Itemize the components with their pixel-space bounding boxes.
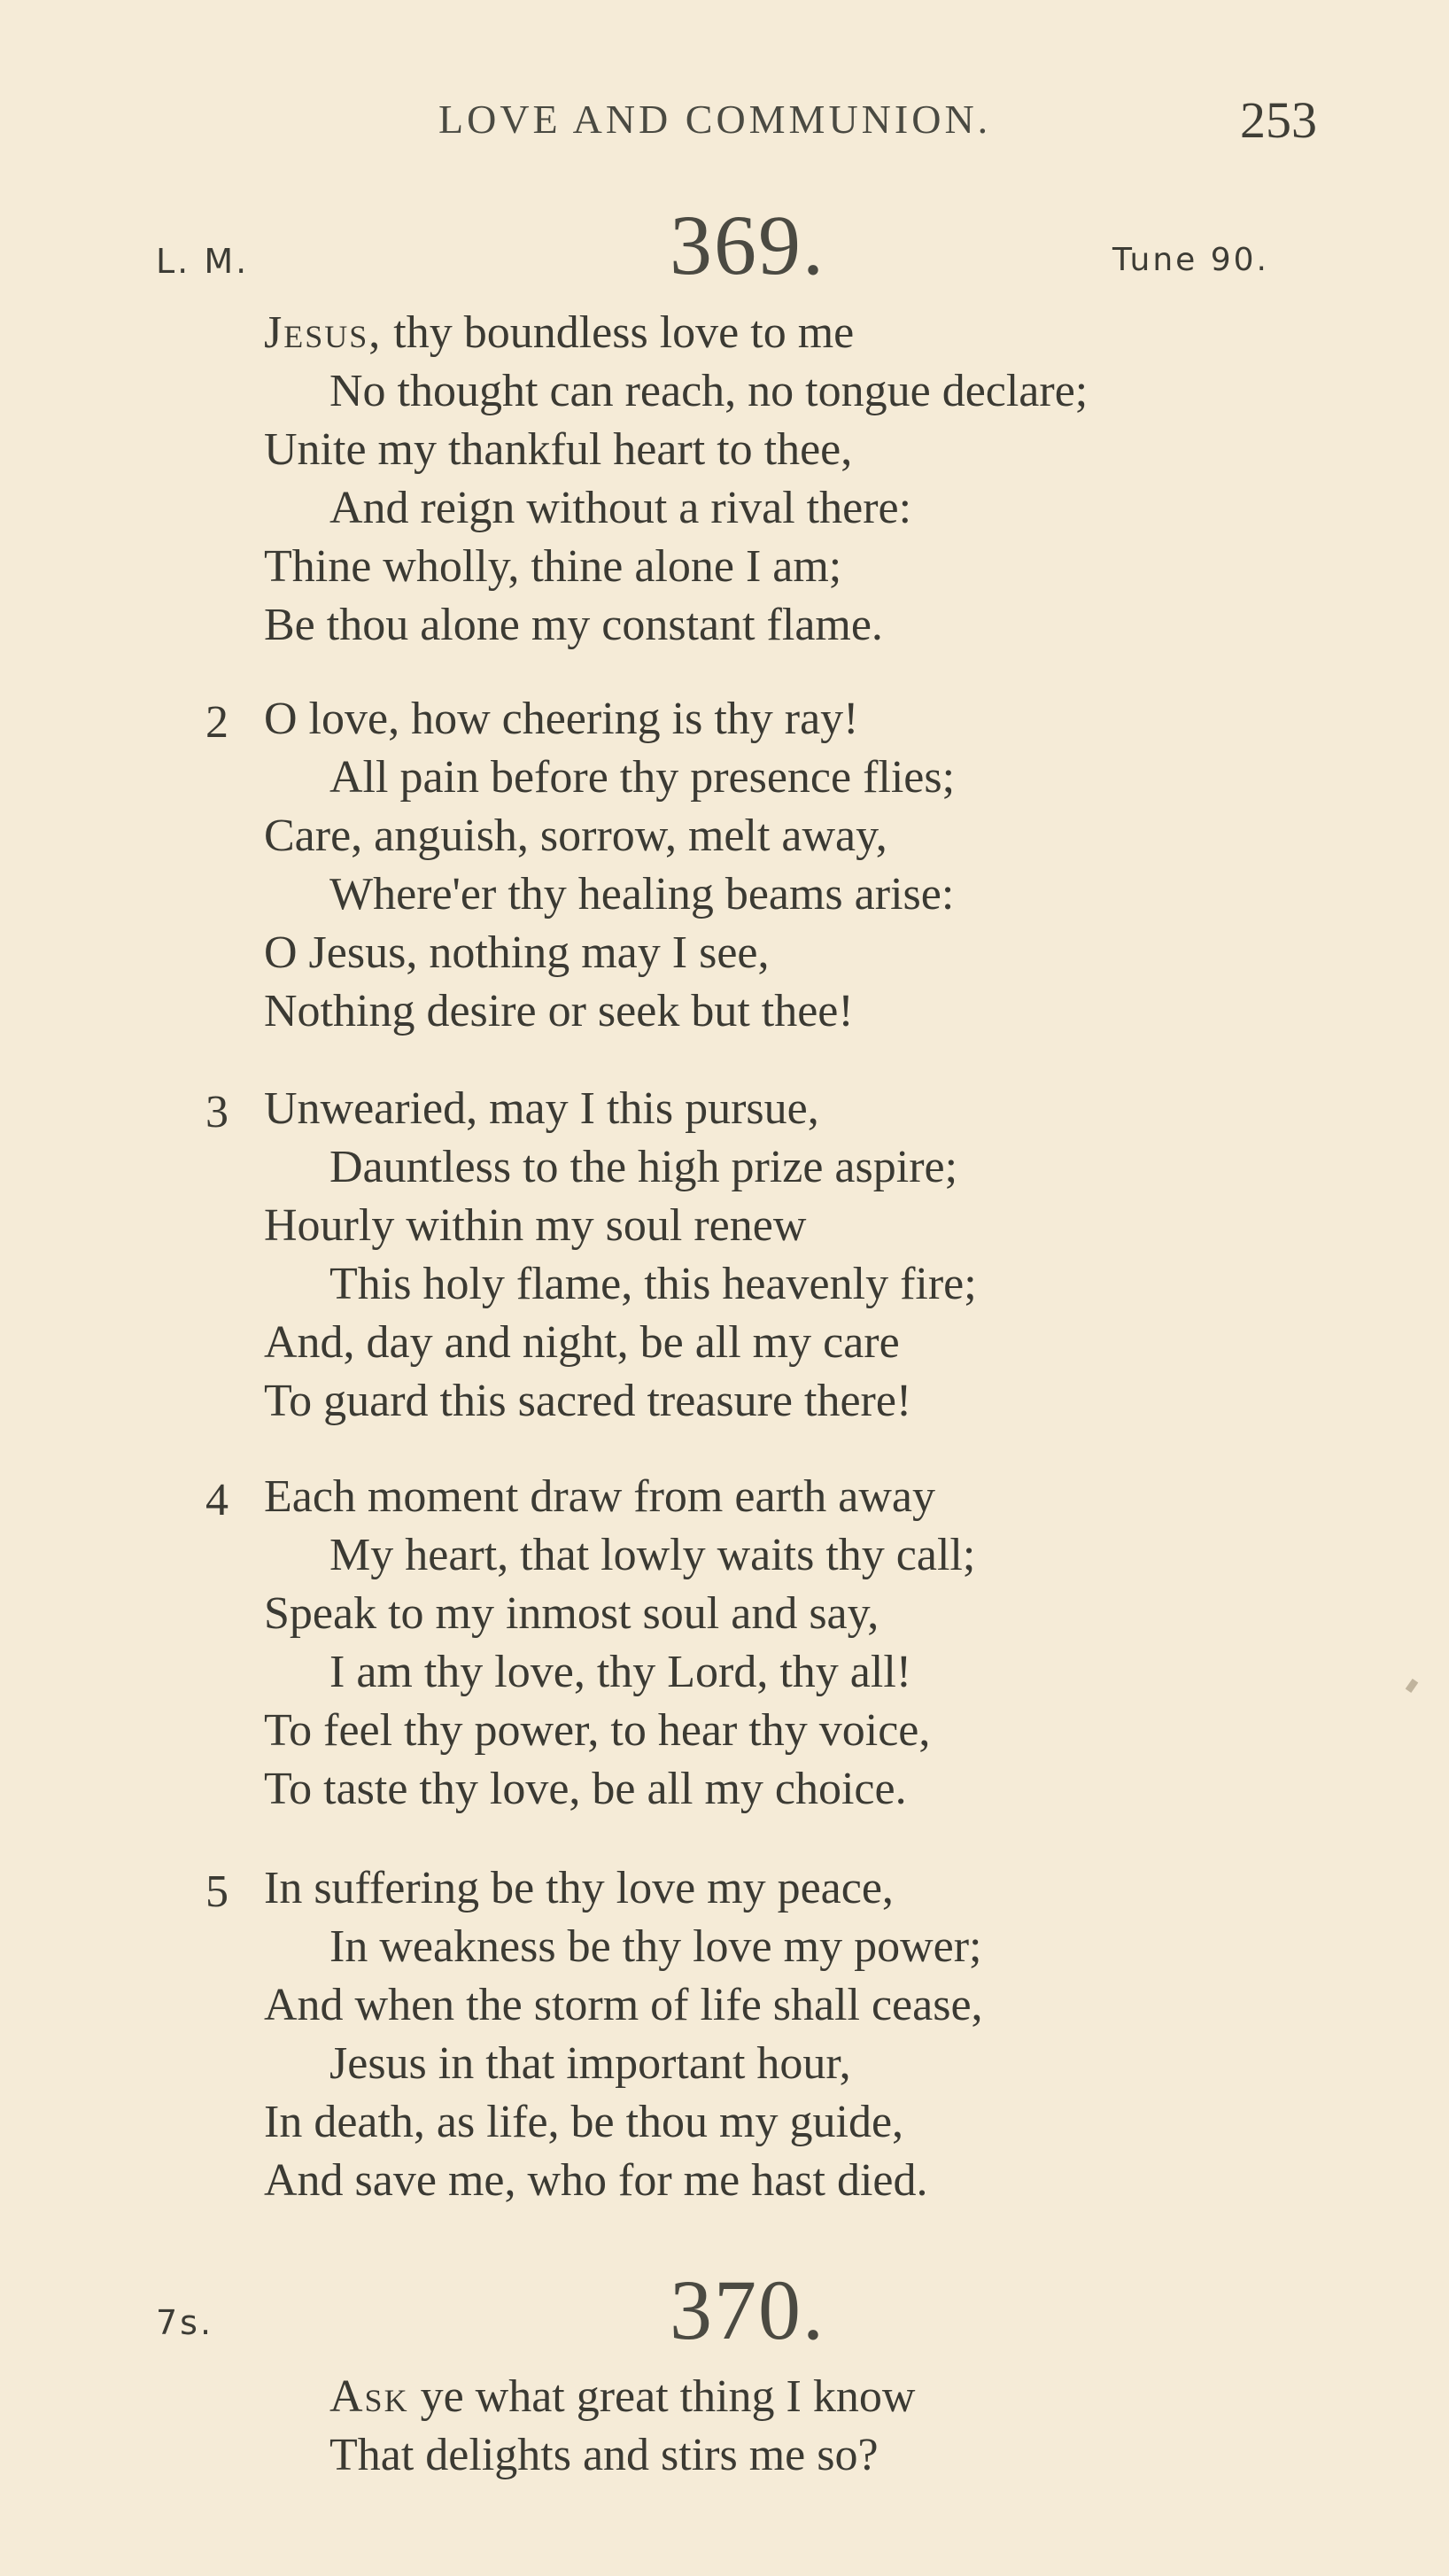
verse-line: This holy flame, this heavenly fire; [329,1259,977,1309]
verse-line: Thine wholly, thine alone I am; [264,541,842,592]
verse-line: Where'er thy healing beams arise: [329,869,955,919]
verse-line: To feel thy power, to hear thy voice, [264,1705,931,1756]
verse-line: In suffering be thy love my peace, [264,1863,894,1913]
verse-line: Care, anguish, sorrow, melt away, [264,811,887,861]
verse-line: Speak to my inmost soul and say, [264,1588,879,1639]
verse-number: 4 [205,1475,229,1525]
verse-line: Dauntless to the high prize aspire; [329,1142,958,1192]
verse-line: Unwearied, may I this pursue, [264,1083,819,1134]
verse-line: My heart, that lowly waits thy call; [329,1530,976,1580]
verse-number: 3 [205,1087,229,1137]
verse-line: No thought can reach, no tongue declare; [329,366,1089,416]
verse-line: Jesus in that important hour, [329,2038,851,2089]
hymn-tune: Tune 90. [1112,242,1269,278]
hymn-369-header [0,198,1449,292]
verse-line: In weakness be thy love my power; [329,1921,982,1972]
line-text: ye what great thing I know [408,2371,916,2422]
hymn-meter: L. M. [156,242,250,281]
verse-line: And when the storm of life shall cease, [264,1980,983,2030]
verse-line: Nothing desire or seek but thee! [264,986,854,1036]
verse-line: Each moment draw from earth away [264,1471,936,1522]
verse-line: I am thy love, thy Lord, thy all! [329,1647,912,1697]
page-number: 253 [1240,91,1317,149]
first-word: Ask [329,2371,409,2422]
hymn-number: 369. [670,198,825,292]
verse-line: And reign without a rival there: [329,483,912,533]
running-title: LOVE AND COMMUNION. [438,97,992,142]
verse-line: Be thou alone my constant flame. [264,600,883,650]
verse-line: In death, as life, be thou my guide, [264,2097,904,2147]
verse-line: Unite my thankful heart to thee, [264,424,853,475]
verse-number: 2 [205,697,229,748]
verse-line: To guard this sacred treasure there! [264,1376,912,1426]
hymn-370-header [0,2262,1449,2357]
verse-line [329,2371,916,2422]
verse-line: All pain before thy presence flies; [329,752,956,803]
verse-line: To taste thy love, be all my choice. [264,1764,907,1814]
hymn-number: 370. [670,2262,825,2357]
ink-mark [1406,1679,1419,1693]
verse-line [264,307,855,358]
running-head [0,91,1449,149]
verse-line: That delights and stirs me so? [329,2430,879,2480]
hymn-meter: 7s. [156,2303,214,2342]
verse-line: O love, how cheering is thy ray! [264,694,859,744]
first-word: Jesus, [264,307,383,358]
verse-number: 5 [205,1866,229,1917]
line-text: thy boundless love to me [382,307,855,358]
verse-line: And save me, who for me hast died. [264,2155,928,2206]
verse-line: Hourly within my soul renew [264,1200,807,1251]
verse-line: O Jesus, nothing may I see, [264,927,770,978]
verse-line: And, day and night, be all my care [264,1317,900,1368]
